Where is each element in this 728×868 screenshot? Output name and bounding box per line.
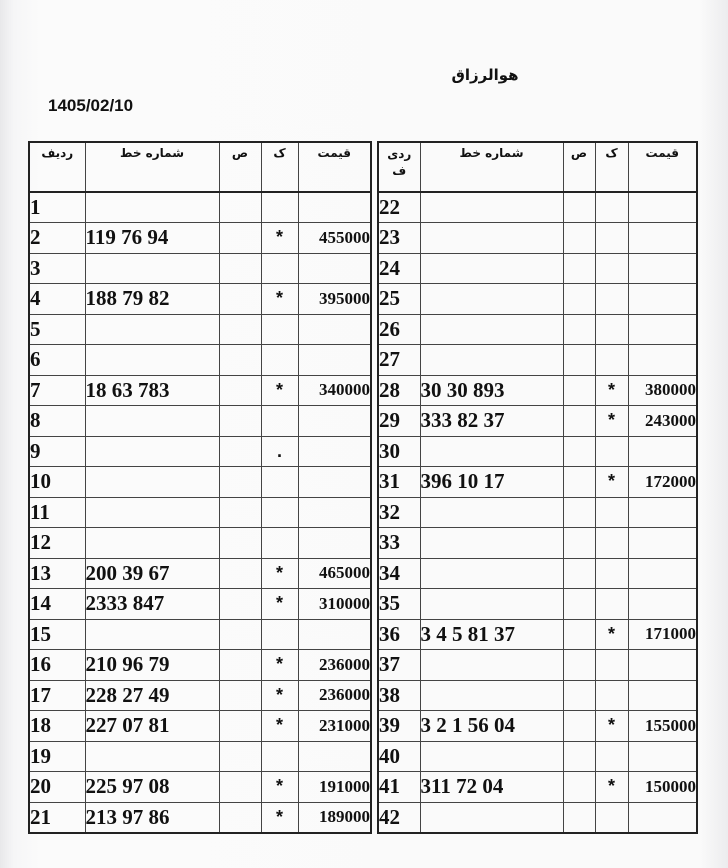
k-cell — [595, 436, 628, 467]
k-cell — [595, 314, 628, 345]
s-cell — [563, 284, 595, 315]
table-row — [378, 650, 697, 681]
k-cell: * — [261, 650, 298, 681]
table-row — [29, 345, 371, 376]
s-cell — [563, 192, 595, 223]
row-number-cell: 18 — [29, 711, 85, 742]
table-row — [378, 711, 697, 742]
line-number-cell: 210 96 79 — [85, 650, 219, 681]
line-number-cell — [85, 253, 219, 284]
k-cell — [595, 589, 628, 620]
line-number-cell: 200 39 67 — [85, 558, 219, 589]
s-cell — [563, 558, 595, 589]
s-cell — [219, 528, 261, 559]
row-number-cell: 40 — [378, 741, 420, 772]
line-number-cell — [85, 497, 219, 528]
table-row — [29, 741, 371, 772]
row-number-cell: 20 — [29, 772, 85, 803]
table-row — [378, 528, 697, 559]
line-number-cell: 227 07 81 — [85, 711, 219, 742]
row-number-cell: 5 — [29, 314, 85, 345]
table-row — [378, 436, 697, 467]
s-cell — [219, 223, 261, 254]
price-cell: 172000 — [628, 467, 697, 498]
price-cell — [628, 223, 697, 254]
price-cell: 395000 — [298, 284, 371, 315]
k-cell — [595, 802, 628, 833]
row-number-cell: 31 — [378, 467, 420, 498]
table-header-row — [29, 142, 371, 192]
price-cell — [298, 192, 371, 223]
header-price: قیمت — [628, 142, 697, 192]
s-cell — [219, 314, 261, 345]
table-row — [378, 406, 697, 437]
price-cell — [298, 741, 371, 772]
line-number-cell — [85, 406, 219, 437]
k-cell: * — [595, 711, 628, 742]
price-cell — [628, 314, 697, 345]
table-row — [378, 314, 697, 345]
k-cell: * — [261, 375, 298, 406]
price-cell — [628, 192, 697, 223]
s-cell — [563, 314, 595, 345]
price-cell — [628, 680, 697, 711]
row-number-cell: 12 — [29, 528, 85, 559]
header-k: ک — [595, 142, 628, 192]
price-cell — [298, 314, 371, 345]
k-cell — [261, 619, 298, 650]
s-cell — [563, 528, 595, 559]
k-cell: . — [261, 436, 298, 467]
k-cell: * — [595, 467, 628, 498]
s-cell — [563, 802, 595, 833]
k-cell: * — [261, 284, 298, 315]
table-row — [29, 314, 371, 345]
price-cell — [298, 619, 371, 650]
table-row — [378, 741, 697, 772]
header-row-number: ردیف — [29, 142, 85, 192]
table-row — [378, 497, 697, 528]
header-s: ص — [219, 142, 261, 192]
price-cell: 310000 — [298, 589, 371, 620]
row-number-cell: 14 — [29, 589, 85, 620]
s-cell — [219, 711, 261, 742]
row-number-cell: 29 — [378, 406, 420, 437]
table-row — [378, 345, 697, 376]
line-number-cell — [420, 253, 563, 284]
row-number-cell: 38 — [378, 680, 420, 711]
line-number-cell — [420, 558, 563, 589]
line-number-cell: 311 72 04 — [420, 772, 563, 803]
table-row — [29, 558, 371, 589]
k-cell — [261, 253, 298, 284]
k-cell: * — [595, 375, 628, 406]
table-row — [378, 467, 697, 498]
row-number-cell: 37 — [378, 650, 420, 681]
line-number-cell — [420, 497, 563, 528]
line-number-cell — [85, 345, 219, 376]
right-table-body — [378, 192, 697, 833]
row-number-cell: 3 — [29, 253, 85, 284]
line-number-cell — [420, 192, 563, 223]
row-number-cell: 10 — [29, 467, 85, 498]
price-cell: 150000 — [628, 772, 697, 803]
line-number-cell: 2333 847 — [85, 589, 219, 620]
s-cell — [219, 406, 261, 437]
table-row — [378, 558, 697, 589]
row-number-cell: 26 — [378, 314, 420, 345]
table-row — [29, 406, 371, 437]
row-number-cell: 22 — [378, 192, 420, 223]
s-cell — [219, 772, 261, 803]
line-number-cell — [85, 528, 219, 559]
row-number-cell: 6 — [29, 345, 85, 376]
table-row — [29, 253, 371, 284]
k-cell — [595, 192, 628, 223]
header-line-number: شماره خط — [420, 142, 563, 192]
s-cell — [563, 619, 595, 650]
row-number-cell: 21 — [29, 802, 85, 833]
left-table-body — [29, 192, 371, 833]
price-cell — [298, 345, 371, 376]
row-number-cell: 25 — [378, 284, 420, 315]
row-number-cell: 17 — [29, 680, 85, 711]
s-cell — [219, 497, 261, 528]
table-row — [378, 680, 697, 711]
left-price-table — [28, 141, 372, 834]
table-row — [378, 223, 697, 254]
row-number-cell: 1 — [29, 192, 85, 223]
document-date: 1405/02/10 — [48, 96, 134, 115]
row-number-cell: 23 — [378, 223, 420, 254]
line-number-cell — [420, 314, 563, 345]
s-cell — [219, 680, 261, 711]
s-cell — [563, 436, 595, 467]
table-row — [29, 680, 371, 711]
price-cell — [628, 589, 697, 620]
price-cell — [298, 467, 371, 498]
k-cell — [595, 528, 628, 559]
k-cell — [261, 467, 298, 498]
k-cell: * — [261, 802, 298, 833]
row-number-cell: 2 — [29, 223, 85, 254]
k-cell — [261, 192, 298, 223]
row-number-cell: 4 — [29, 284, 85, 315]
k-cell: * — [261, 223, 298, 254]
table-row — [29, 650, 371, 681]
k-cell — [595, 680, 628, 711]
header-s: ص — [563, 142, 595, 192]
k-cell — [595, 497, 628, 528]
s-cell — [563, 375, 595, 406]
table-row — [29, 772, 371, 803]
k-cell — [595, 558, 628, 589]
price-cell — [298, 436, 371, 467]
price-cell: 380000 — [628, 375, 697, 406]
price-cell: 191000 — [298, 772, 371, 803]
k-cell — [261, 497, 298, 528]
header-line-number: شماره خط — [85, 142, 219, 192]
s-cell — [563, 467, 595, 498]
k-cell — [261, 314, 298, 345]
s-cell — [563, 497, 595, 528]
row-number-cell: 8 — [29, 406, 85, 437]
price-cell: 243000 — [628, 406, 697, 437]
header-row-number: ردی ف — [378, 142, 420, 192]
line-number-cell — [85, 436, 219, 467]
table-row — [29, 223, 371, 254]
table-row — [378, 619, 697, 650]
k-cell — [261, 406, 298, 437]
s-cell — [219, 589, 261, 620]
table-row — [29, 589, 371, 620]
row-number-cell: 42 — [378, 802, 420, 833]
row-number-cell: 19 — [29, 741, 85, 772]
row-number-cell: 36 — [378, 619, 420, 650]
k-cell: * — [261, 711, 298, 742]
k-cell: * — [261, 680, 298, 711]
line-number-cell: 3 2 1 56 04 — [420, 711, 563, 742]
line-number-cell — [420, 802, 563, 833]
s-cell — [219, 802, 261, 833]
row-number-cell: 27 — [378, 345, 420, 376]
price-cell — [298, 528, 371, 559]
price-cell — [298, 253, 371, 284]
row-number-cell: 39 — [378, 711, 420, 742]
price-cell: 189000 — [298, 802, 371, 833]
s-cell — [563, 741, 595, 772]
price-cell — [628, 345, 697, 376]
price-cell — [298, 497, 371, 528]
row-number-cell: 24 — [378, 253, 420, 284]
s-cell — [219, 558, 261, 589]
table-header-row — [378, 142, 697, 192]
s-cell — [219, 192, 261, 223]
line-number-cell — [420, 284, 563, 315]
row-number-cell: 32 — [378, 497, 420, 528]
k-cell — [595, 223, 628, 254]
s-cell — [219, 467, 261, 498]
s-cell — [219, 375, 261, 406]
table-row — [29, 528, 371, 559]
line-number-cell: 119 76 94 — [85, 223, 219, 254]
line-number-cell — [420, 528, 563, 559]
line-number-cell — [420, 345, 563, 376]
s-cell — [219, 436, 261, 467]
document-title: هوالرزاق — [451, 66, 519, 84]
price-cell — [628, 558, 697, 589]
s-cell — [563, 589, 595, 620]
k-cell — [261, 528, 298, 559]
line-number-cell — [420, 589, 563, 620]
line-number-cell: 18 63 783 — [85, 375, 219, 406]
k-cell: * — [261, 772, 298, 803]
line-number-cell: 188 79 82 — [85, 284, 219, 315]
line-number-cell — [420, 436, 563, 467]
price-cell — [628, 741, 697, 772]
s-cell — [563, 253, 595, 284]
table-row — [378, 589, 697, 620]
price-cell — [628, 650, 697, 681]
line-number-cell: 30 30 893 — [420, 375, 563, 406]
line-number-cell — [85, 619, 219, 650]
row-number-cell: 35 — [378, 589, 420, 620]
row-number-cell: 15 — [29, 619, 85, 650]
row-number-cell: 28 — [378, 375, 420, 406]
s-cell — [219, 253, 261, 284]
s-cell — [563, 223, 595, 254]
price-cell — [628, 284, 697, 315]
table-row — [378, 284, 697, 315]
header-k: ک — [261, 142, 298, 192]
line-number-cell — [85, 192, 219, 223]
s-cell — [219, 741, 261, 772]
line-number-cell — [420, 741, 563, 772]
table-row — [29, 375, 371, 406]
line-number-cell: 213 97 86 — [85, 802, 219, 833]
s-cell — [219, 650, 261, 681]
line-number-cell — [85, 314, 219, 345]
line-number-cell — [420, 680, 563, 711]
header-price: قیمت — [298, 142, 371, 192]
table-row — [378, 772, 697, 803]
table-row — [29, 192, 371, 223]
row-number-cell: 33 — [378, 528, 420, 559]
k-cell — [261, 741, 298, 772]
price-cell: 231000 — [298, 711, 371, 742]
table-row — [29, 619, 371, 650]
price-cell — [628, 528, 697, 559]
table-row — [378, 192, 697, 223]
table-row — [29, 711, 371, 742]
price-cell: 171000 — [628, 619, 697, 650]
line-number-cell — [85, 741, 219, 772]
line-number-cell: 333 82 37 — [420, 406, 563, 437]
right-price-table — [377, 141, 698, 834]
row-number-cell: 13 — [29, 558, 85, 589]
price-cell — [628, 802, 697, 833]
table-row — [29, 436, 371, 467]
k-cell — [595, 284, 628, 315]
k-cell — [595, 741, 628, 772]
k-cell — [595, 345, 628, 376]
line-number-cell — [85, 467, 219, 498]
k-cell — [595, 650, 628, 681]
row-number-cell: 11 — [29, 497, 85, 528]
price-cell: 236000 — [298, 680, 371, 711]
table-row — [378, 802, 697, 833]
line-number-cell: 225 97 08 — [85, 772, 219, 803]
table-row — [378, 253, 697, 284]
line-number-cell: 228 27 49 — [85, 680, 219, 711]
price-cell — [628, 253, 697, 284]
price-cell: 465000 — [298, 558, 371, 589]
row-number-cell: 7 — [29, 375, 85, 406]
k-cell: * — [595, 619, 628, 650]
price-cell — [298, 406, 371, 437]
s-cell — [563, 406, 595, 437]
row-number-cell: 41 — [378, 772, 420, 803]
s-cell — [563, 345, 595, 376]
s-cell — [563, 772, 595, 803]
k-cell: * — [261, 558, 298, 589]
k-cell — [595, 253, 628, 284]
s-cell — [219, 619, 261, 650]
table-row — [29, 467, 371, 498]
s-cell — [563, 711, 595, 742]
s-cell — [219, 284, 261, 315]
table-row — [378, 375, 697, 406]
k-cell — [261, 345, 298, 376]
price-cell: 455000 — [298, 223, 371, 254]
row-number-cell: 16 — [29, 650, 85, 681]
line-number-cell — [420, 223, 563, 254]
line-number-cell: 3 4 5 81 37 — [420, 619, 563, 650]
price-cell: 236000 — [298, 650, 371, 681]
table-row — [29, 284, 371, 315]
s-cell — [219, 345, 261, 376]
line-number-cell — [420, 650, 563, 681]
k-cell: * — [595, 406, 628, 437]
price-cell — [628, 436, 697, 467]
table-row — [29, 802, 371, 833]
row-number-cell: 30 — [378, 436, 420, 467]
table-row — [29, 497, 371, 528]
k-cell: * — [261, 589, 298, 620]
row-number-cell: 9 — [29, 436, 85, 467]
s-cell — [563, 680, 595, 711]
price-cell: 340000 — [298, 375, 371, 406]
s-cell — [563, 650, 595, 681]
line-number-cell: 396 10 17 — [420, 467, 563, 498]
price-cell: 155000 — [628, 711, 697, 742]
k-cell: * — [595, 772, 628, 803]
price-cell — [628, 497, 697, 528]
row-number-cell: 34 — [378, 558, 420, 589]
